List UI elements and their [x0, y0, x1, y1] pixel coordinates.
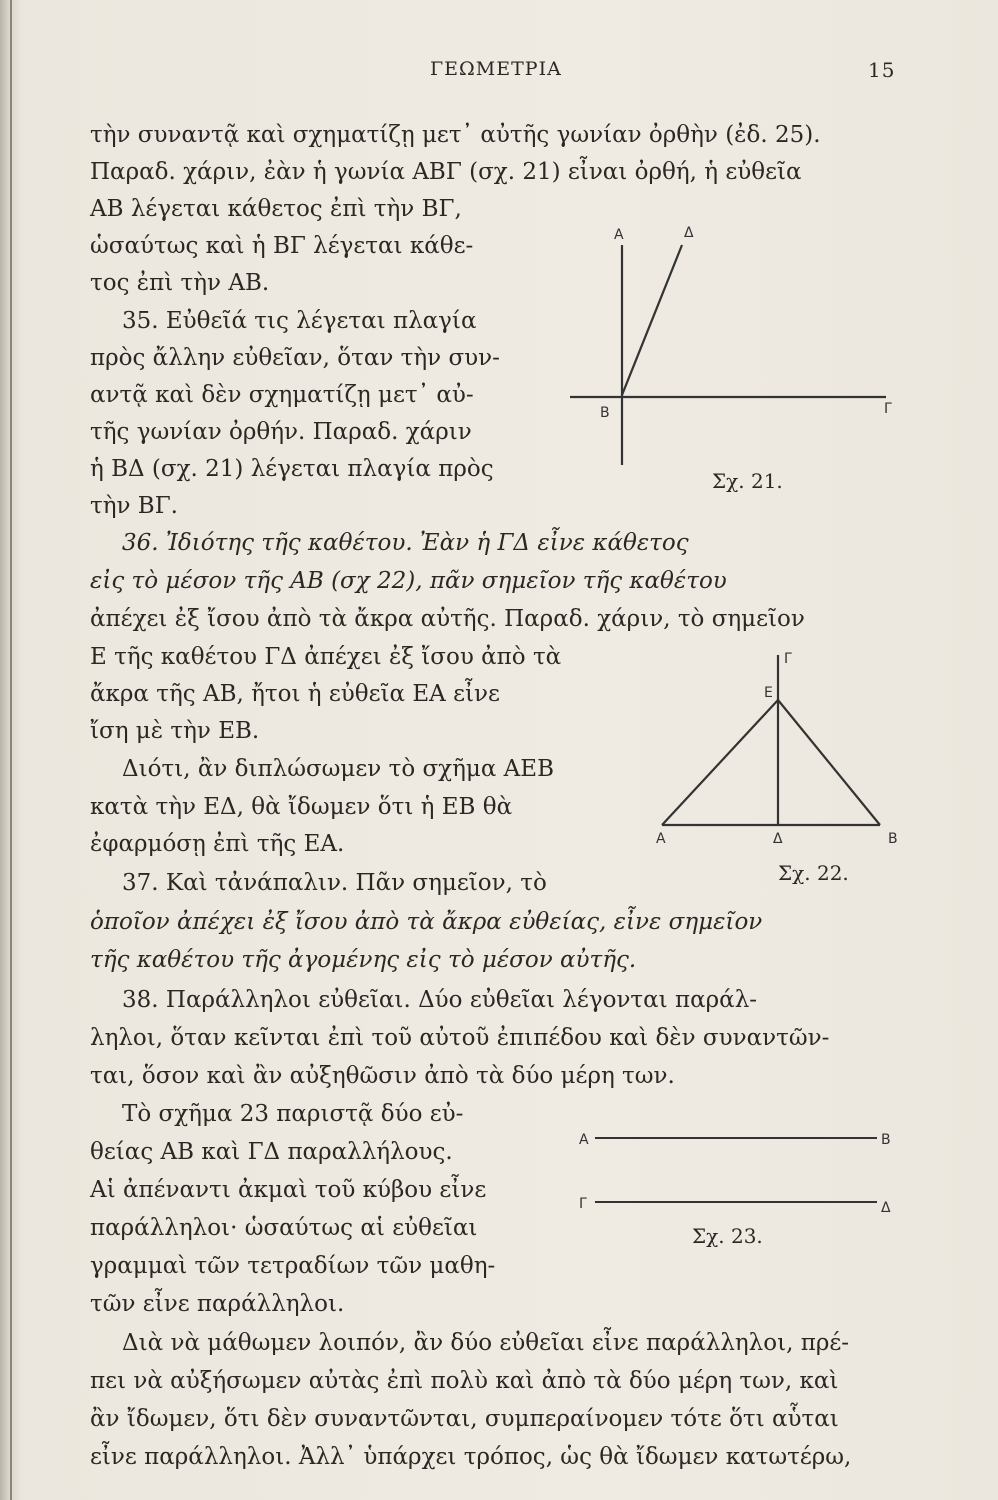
text-line: Ε τῆς καθέτου ΓΔ ἀπέχει ἐξ ἴσου ἀπὸ τὰ: [90, 644, 562, 670]
text-line: τῆς γωνίαν ὀρθήν. Παραδ. χάριν: [90, 419, 472, 445]
text-line-section-37: 37. Καὶ τἀνάπαλιν. Πᾶν σημεῖον, τὸ: [122, 870, 547, 896]
text-line: τὴν ΒΓ.: [90, 493, 178, 519]
figure-22: [640, 645, 910, 855]
label-A: A: [579, 1132, 589, 1148]
text-line: ἀπέχει ἐξ ἴσου ἀπὸ τὰ ἄκρα αὐτῆς. Παραδ. χάριν, τὸ σημεῖον: [90, 606, 805, 632]
text-line: Διὰ νὰ μάθωμεν λοιπόν, ἂν δύο εὐθεῖαι εἶνε παράλληλοι, πρέ-: [122, 1330, 850, 1356]
label-G: Γ: [784, 651, 792, 667]
text-line: ἂν ἴδωμεν, ὅτι δὲν συναντῶνται, συμπεραίνομεν τότε ὅτι αὗται: [90, 1406, 839, 1432]
figure-21: [570, 215, 900, 505]
text-line: ἡ ΒΔ (σχ. 21) λέγεται πλαγία πρὸς: [90, 456, 494, 482]
running-header: ΓΕΩΜΕΤΡΙΑ: [430, 58, 562, 80]
text-line: Τὸ σχῆμα 23 παριστᾷ δύο εὐ-: [122, 1101, 464, 1127]
figure-23-caption: Σχ. 23.: [692, 1224, 763, 1248]
text-line: τῶν εἶνε παράλληλοι.: [90, 1291, 345, 1317]
text-line: ὡσαύτως καὶ ἡ ΒΓ λέγεται κάθε-: [90, 233, 474, 259]
text-line: αντᾷ καὶ δὲν σχηματίζῃ μετ᾽ αὐ-: [90, 382, 474, 408]
label-D: Δ: [773, 831, 783, 847]
text-line: ται, ὅσον καὶ ἂν αὐξηθῶσιν ἀπὸ τὰ δύο μέρη των.: [90, 1063, 675, 1089]
label-B: B: [600, 405, 610, 421]
text-line: Διότι, ἂν διπλώσωμεν τὸ σχῆμα ΑΕΒ: [122, 756, 554, 782]
text-line: ΑΒ λέγεται κάθετος ἐπὶ τὴν ΒΓ,: [90, 196, 462, 222]
label-A: A: [656, 831, 666, 847]
label-B: B: [888, 831, 898, 847]
figure-22-caption: Σχ. 22.: [778, 861, 849, 885]
text-line: θείας ΑΒ καὶ ΓΔ παραλλήλους.: [90, 1139, 453, 1165]
text-line: γραμμαὶ τῶν τετραδίων τῶν μαθη-: [90, 1253, 496, 1279]
text-line: πρὸς ἄλλην εὐθεῖαν, ὅταν τὴν συν-: [90, 345, 500, 371]
text-line: Αἱ ἀπέναντι ἀκμαὶ τοῦ κύβου εἶνε: [90, 1177, 487, 1203]
label-D: Δ: [684, 225, 694, 241]
figure-23: [575, 1120, 895, 1220]
text-line: Παραδ. χάριν, ἐὰν ἡ γωνία ΑΒΓ (σχ. 21) εἶναι ὀρθή, ἡ εὐθεῖα: [90, 159, 802, 185]
text-line-section-36: 36. Ἰδιότης τῆς καθέτου. Ἐὰν ἡ ΓΔ εἶνε κάθετος: [122, 530, 689, 556]
oblique-BD: [622, 245, 682, 395]
segment-EA: [662, 700, 778, 825]
text-line: εἰς τὸ μέσον τῆς ΑΒ (σχ 22), πᾶν σημεῖον τῆς καθέτου: [90, 568, 727, 594]
label-A: A: [614, 227, 624, 243]
text-line: ὁποῖον ἀπέχει ἐξ ἴσου ἀπὸ τὰ ἄκρα εὐθείας, εἶνε σημεῖον: [90, 909, 763, 935]
text-line: 35. Εὐθεῖά τις λέγεται πλαγία: [122, 308, 477, 334]
segment-EB: [778, 700, 880, 825]
text-line-section-38: 38. Παράλληλοι εὐθεῖαι. Δύο εὐθεῖαι λέγονται παράλ-: [122, 987, 758, 1013]
text-line: τῆς καθέτου τῆς ἀγομένης εἰς τὸ μέσον αὐτῆς.: [90, 947, 637, 973]
text-line: εἶνε παράλληλοι. Ἀλλ᾽ ὑπάρχει τρόπος, ὡς θὰ ἴδωμεν κατωτέρω,: [90, 1444, 852, 1470]
text-line: τος ἐπὶ τὴν ΑΒ.: [90, 270, 270, 296]
text-line: ἴση μὲ τὴν ΕΒ.: [90, 718, 260, 744]
text-line: ληλοι, ὅταν κεῖνται ἐπὶ τοῦ αὐτοῦ ἐπιπέδου καὶ δὲν συναντῶν-: [90, 1025, 830, 1051]
page-edge: [10, 0, 12, 1500]
label-G: Γ: [884, 401, 892, 417]
label-G: Γ: [579, 1196, 587, 1212]
text-line: ἐφαρμόσῃ ἐπὶ τῆς ΕΑ.: [90, 831, 345, 857]
figure-21-caption: Σχ. 21.: [712, 469, 783, 493]
label-E: E: [764, 685, 773, 701]
text-line: παράλληλοι· ὡσαύτως αἱ εὐθεῖαι: [90, 1215, 478, 1241]
text-line: κατὰ τὴν ΕΔ, θὰ ἴδωμεν ὅτι ἡ ΕΒ θὰ: [90, 794, 513, 820]
label-D: Δ: [881, 1200, 891, 1216]
label-B: B: [881, 1132, 891, 1148]
text-line: τὴν συναντᾷ καὶ σχηματίζῃ μετ᾽ αὐτῆς γωνίαν ὀρθὴν (ἐδ. 25).: [90, 122, 821, 148]
text-line: ἄκρα τῆς ΑΒ, ἤτοι ἡ εὐθεῖα ΕΑ εἶνε: [90, 681, 500, 707]
text-line: πει νὰ αὐξήσωμεν αὐτὰς ἐπὶ πολὺ καὶ ἀπὸ τὰ δύο μέρη των, καὶ: [90, 1368, 839, 1394]
page-number: 15: [868, 58, 896, 82]
